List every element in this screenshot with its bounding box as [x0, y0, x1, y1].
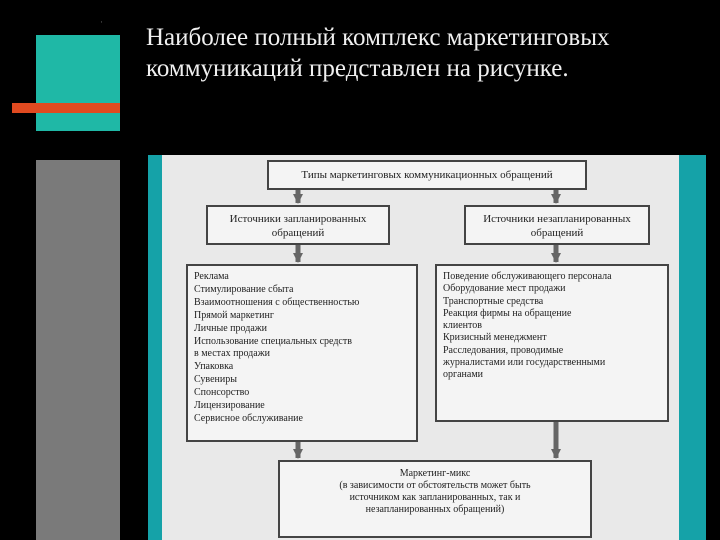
- list-item: Оборудование мест продажи: [443, 283, 566, 295]
- box-message-types: [267, 160, 587, 190]
- list-item: Реклама: [194, 271, 229, 282]
- box-planned-sources-line-2: обращений: [271, 227, 325, 239]
- list-item: клиентов: [443, 320, 482, 332]
- list-item: Стимулирование сбыта: [194, 283, 294, 295]
- list-item: Сервисное обслуживание: [194, 412, 303, 424]
- box-planned-sources: [206, 205, 390, 245]
- list-item: Сувениры: [194, 374, 237, 386]
- box-unplanned-sources-line-2: обращений: [530, 227, 584, 239]
- list-item: Упаковка: [194, 361, 234, 373]
- list-item: Реакция фирмы на обращение: [443, 307, 572, 319]
- list-item: Взаимоотношения с общественностью: [194, 296, 360, 308]
- slide-title-line-2: коммуникаций представлен на рисунке.: [146, 55, 569, 82]
- box-marketing-mix-line-1: Маркетинг-микс: [399, 468, 471, 479]
- list-item: Расследования, проводимые: [443, 344, 564, 356]
- box-marketing-mix: [278, 460, 592, 538]
- list-item: Лицензирование: [194, 400, 265, 412]
- list-item: в местах продажи: [194, 348, 270, 360]
- list-item: Использование специальных средств: [194, 335, 352, 347]
- box-unplanned-sources-line-1: Источники незапланированных: [483, 213, 631, 225]
- box-planned-sources-line-1: Источники запланированных: [229, 213, 367, 225]
- list-unplanned-sources: [435, 264, 669, 422]
- box-message-types-label: Типы маркетинговых коммуникационных обращений: [301, 169, 553, 181]
- list-planned-sources: [186, 264, 418, 442]
- list-item: Поведение обслуживающего персонала: [443, 271, 612, 282]
- list-item: Спонсорство: [194, 387, 250, 399]
- list-item: Прямой маркетинг: [194, 309, 274, 321]
- decorative-dot: ·: [100, 17, 103, 27]
- slide-title-line-1: Наиболее полный комплекс маркетинговых: [146, 24, 610, 51]
- list-item: журналистами или государственными: [443, 357, 606, 369]
- box-marketing-mix-line-4: незапланированных обращений): [365, 504, 505, 515]
- box-marketing-mix-line-2: (в зависимости от обстоятельств может быть: [339, 480, 531, 491]
- list-item: Кризисный менеджмент: [443, 332, 547, 344]
- box-unplanned-sources: [464, 205, 650, 245]
- box-marketing-mix-line-3: источником как запланированных, так и: [349, 492, 521, 503]
- list-item: органами: [443, 369, 484, 381]
- list-item: Транспортные средства: [443, 295, 544, 307]
- list-item: Личные продажи: [194, 322, 268, 334]
